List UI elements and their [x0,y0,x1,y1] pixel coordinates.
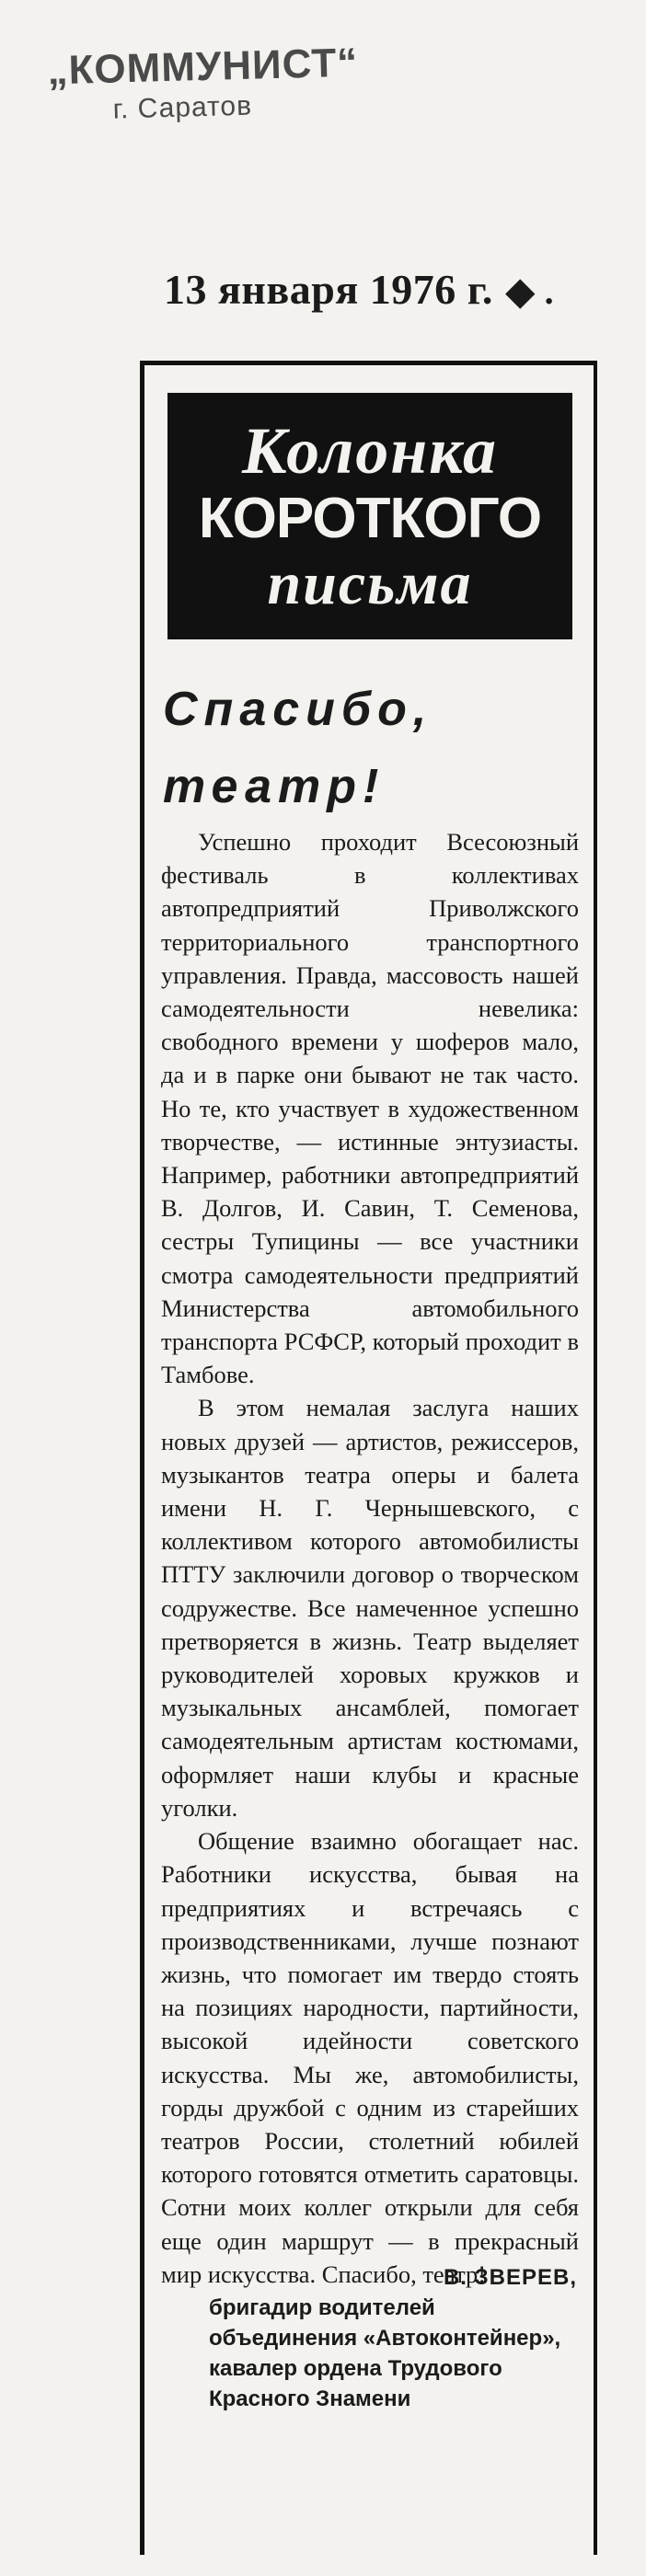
rubric-line-3: письма [267,550,473,617]
author-name: В. ЗВЕРЕВ, [443,2265,577,2290]
author-title-3: Красного Знамени [209,2386,411,2411]
headline-line-2: театр! [163,760,386,813]
article-frame [140,361,597,2555]
rubric-block [167,393,572,639]
publication-date: 13 января 1976 г. [164,266,493,313]
newspaper-name: „КОММУНИСТ“ [46,40,359,94]
newspaper-stamp [47,40,360,128]
publication-date-line [164,265,554,314]
author-title-2: кавалер ордена Трудового [209,2356,502,2381]
article-body [161,825,579,2291]
author-signature [209,2262,577,2414]
article-paragraph: Общение взаимно обогащает нас. Работники искусства, бывая на предприятиях и встречаясь с производственниками, лучше познают жизнь, что помогает им твердо стоять на позициях народности, партийности, высокой идейности советского искусства. Мы же, автомобилисты, горды дружбой с одним из старейших театров России, столетний юбилей которого готовятся отметить саратовцы. Сотни моих коллег открыли для себя еще один маршрут — в прекрасный мир искусства. Спасибо, театр! [161,1827,579,2288]
rubric-line-2: КОРОТКОГО [198,487,542,550]
newspaper-city: г. Саратов [112,90,253,125]
date-mark: ◆ . [505,270,555,312]
article-headline [163,671,433,825]
author-title-1: бригадир водителей объединения «Автоконтейнер», [209,2295,561,2351]
headline-line-1: Спасибо, [163,683,433,736]
article-paragraph: В этом немалая заслуга наших новых друзей — артистов, режиссеров, музыкантов театра оперы и балета имени Н. Г. Чернышевского, с коллективом которого автомобилисты ПТТУ заключили договор о творческом содружестве. Все намеченное успешно претворяется в жизнь. Театр выделяет руководителей хоровых кружков и музыкальных ансамблей, помогает самодеятельным артистам костюмами, оформляет наши клубы и красные уголки. [161,1394,579,1822]
article-paragraph: Успешно проходит Всесоюзный фестиваль в коллективах автопредприятий Приволжского территориального транспортного управления. Правда, массовость нашей самодеятельности невелика: свободного времени у шоферов мало, да и в парке они бывают не так часто. Но те, кто участвует в художественном творчестве, — истинные энтузиасты. Например, работники автопредприятий В. Долгов, И. Савин, Т. Семенова, сестры Тупицины — все участники смотра самодеятельности предприятий Министерства автомобильного транспорта РСФСР, который проходит в Тамбове. [161,828,579,1389]
rubric-line-1: Колонка [242,414,498,488]
